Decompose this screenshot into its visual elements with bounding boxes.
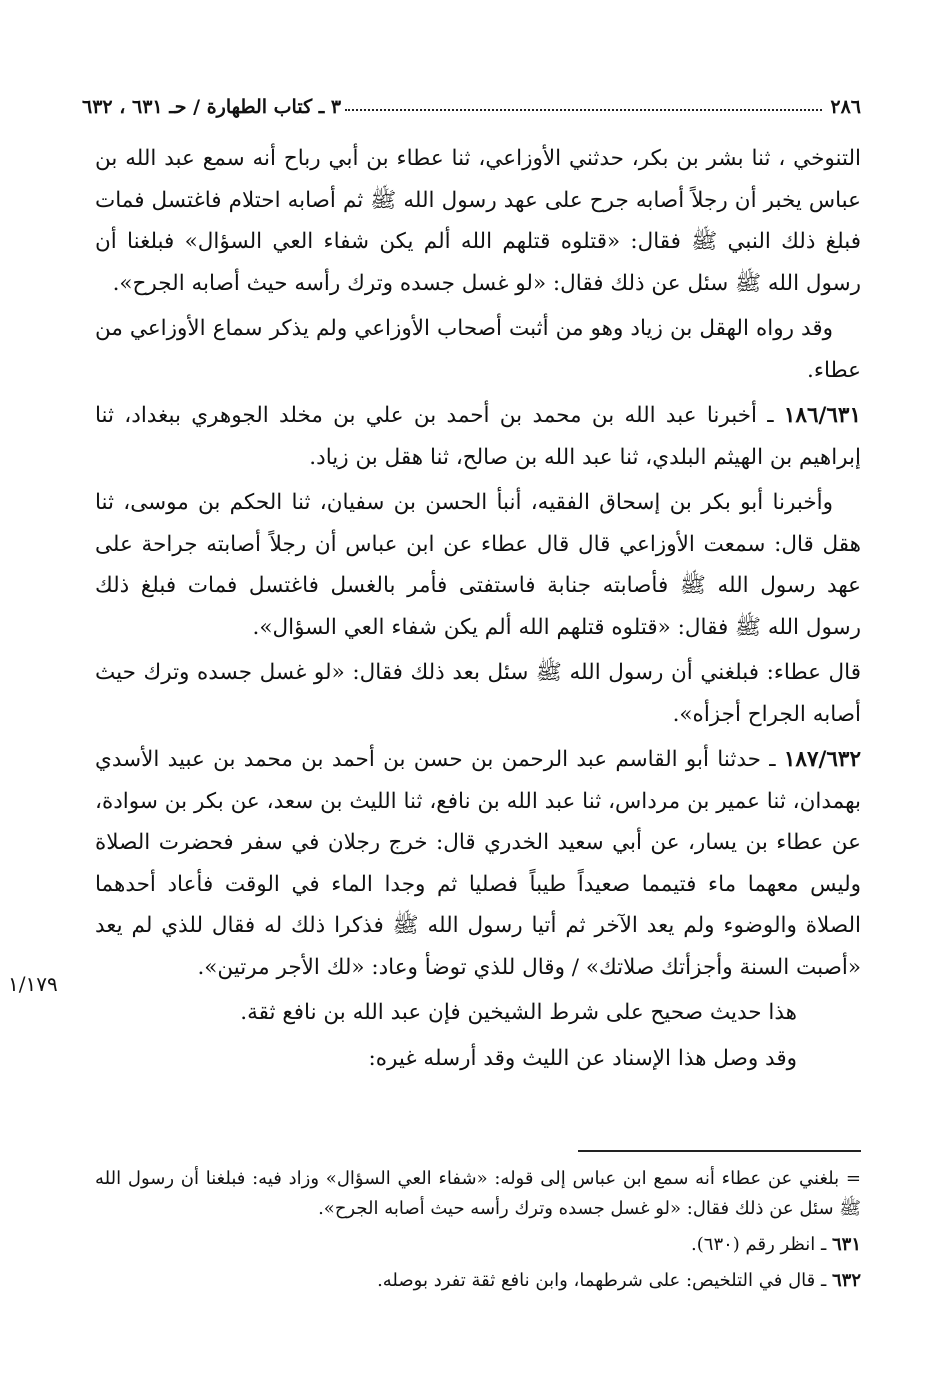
- grading-statement: هذا حديث صحيح على شرط الشيخين فإن عبد الله بن نافع ثقة.: [240, 1000, 797, 1025]
- paragraph-continued-hadith: التنوخي ، ثنا بشر بن بكر، حدثني الأوزاعي، ثنا عطاء بن أبي رباح أنه سمع عبد الله بن عباس يخبر أن رجلاً أصابه جرح على عهد رسول الله ﷺ ثم أصابه احتلام فاغتسل فمات فبلغ ذلك النبي ﷺ فقال: «قتلوه قتلهم الله ألم يكن شفاء العي السؤال» فبلغنا أن رسول الله ﷺ سئل عن ذلك فقال: «لو غسل جسده وترك رأسه حيث أصابه الجرح».: [95, 146, 862, 296]
- footnote-631: [95, 1230, 861, 1260]
- footnotes: [95, 1164, 861, 1302]
- footnote-continuation-text: بلغني عن عطاء أنه سمع ابن عباس إلى قوله: «شفاء العي السؤال» وزاد فيه: فبلغنا أن رسول الله ﷺ سئل عن ذلك فقال: «لو غسل جسده وترك رأسه حيث أصابه الجرح».: [95, 1168, 861, 1219]
- page-header: [82, 84, 861, 118]
- running-title: ٣ ـ كتاب الطهارة / حـ ٦٣١ ، ٦٣٢: [82, 96, 342, 118]
- footnote-separator: [578, 1150, 861, 1152]
- isnad-note: وقد وصل هذا الإسناد عن الليث وقد أرسله غيره:: [368, 1045, 797, 1071]
- paragraph-hiql-note: وقد رواه الهقل بن زياد وهو من أثبت أصحاب الأوزاعي ولم يذكر سماع الأوزاعي من عطاء.: [95, 316, 861, 383]
- footnote-632-text: ـ قال في التلخيص: على شرطهما، وابن نافع ثقة تفرد بوصله.: [377, 1270, 827, 1291]
- hadith-631: [95, 395, 861, 478]
- paragraph-ata-saying: قال عطاء: فبلغني أن رسول الله ﷺ سئل بعد ذلك فقال: «لو غسل جسده وترك حيث أصابه الجراح أجزأه».: [95, 660, 861, 727]
- footnote-632: [95, 1266, 861, 1296]
- footnote-631-number: ٦٣١: [831, 1234, 861, 1255]
- footnote-continuation-marker: =: [845, 1168, 861, 1189]
- hadith-632-text: ـ حدثنا أبو القاسم عبد الرحمن بن حسن بن أحمد بن محمد بن عبيد الأسدي بهمدان، ثنا عمير بن مرداس، ثنا عبد الله بن نافع، ثنا الليث بن سعد، عن بكر بن سوادة، عن عطاء بن يسار، عن أبي سعيد الخدري قال: خرج رجلان في سفر فحضرت الصلاة وليس معهما ماء فتيمما صعيداً طيباً فصليا ثم وجدا الماء في الوقت فأعاد أحدهما الصلاة والوضوء ولم يعد الآخر ثم أتيا رسول الله ﷺ فذكرا ذلك له فقال للذي لم يعد «أصبت السنة وأجزأتك صلاتك» / وقال للذي توضأ وعاد: «لك الأجر مرتين».: [95, 747, 861, 980]
- page-number: ٢٨٦: [830, 96, 861, 118]
- hadith-631-number: ١٨٦/٦٣١: [783, 403, 861, 428]
- paragraph-second-chain: وأخبرنا أبو بكر بن إسحاق الفقيه، أنبأ الحسن بن سفيان، ثنا الحكم بن موسى، ثنا هقل قال: سمعت الأوزاعي قال قال عطاء عن ابن عباس أن رجلاً أصابته جراحة على عهد رسول الله ﷺ فأصابته جنابة فاستفتى فأمر بالغسل فاغتسل فمات فبلغ ذلك رسول الله ﷺ فقال: «قتلوه قتلهم الله ألم يكن شفاء العي السؤال».: [95, 490, 861, 640]
- header-dot-leader: [345, 109, 822, 111]
- footnote-632-number: ٦٣٢: [831, 1270, 861, 1291]
- hadith-631-text: ـ أخبرنا عبد الله بن محمد بن أحمد بن علي بن مخلد الجوهري ببغداد، ثنا إبراهيم بن الهيثم البلدي، ثنا عبد الله بن صالح، ثنا هقل بن زياد.: [95, 403, 861, 470]
- hadith-632: [95, 739, 861, 988]
- footnote-continuation: [95, 1164, 861, 1224]
- hadith-632-number: ١٨٧/٦٣٢: [783, 747, 861, 772]
- main-text: [95, 138, 861, 1083]
- footnote-631-text: ـ انظر رقم (٦٣٠).: [691, 1234, 827, 1255]
- manuscript-folio-marker: ١/١٧٩: [8, 972, 58, 996]
